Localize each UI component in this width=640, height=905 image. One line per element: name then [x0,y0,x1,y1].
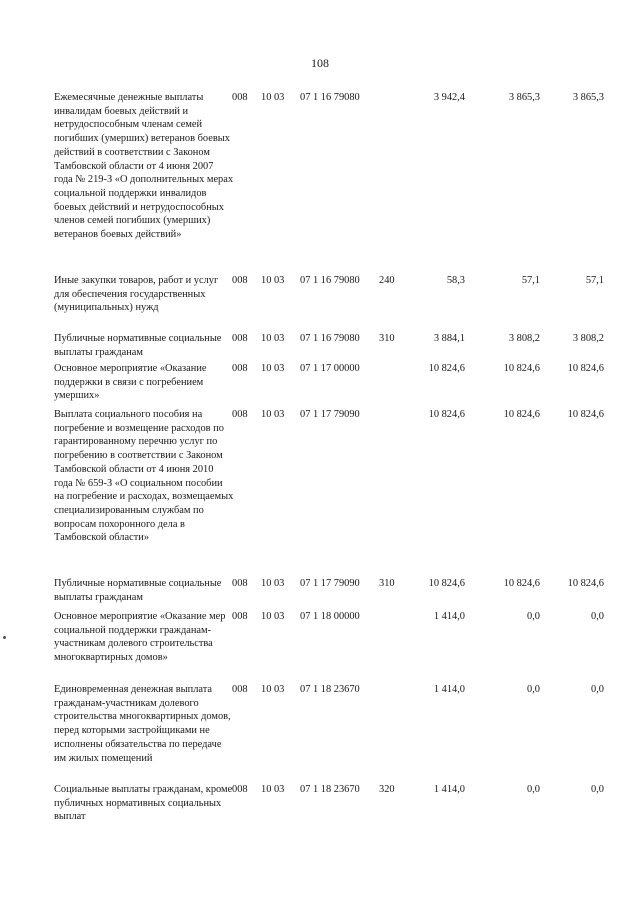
target-article-code: 07 1 17 00000 [300,363,360,374]
row-description: Публичные нормативные социальные выплаты гражданам [54,578,222,603]
row-description: Основное мероприятие «Оказание поддержки в связи с погребением умерших» [54,363,207,402]
amount-year-3: 0,0 [591,784,604,795]
target-article-code: 07 1 17 79090 [300,409,360,420]
amount-year-1: 3 942,4 [433,92,465,103]
margin-mark [3,636,6,639]
expense-type-code: 240 [379,275,395,286]
ministry-code: 008 [232,333,248,344]
amount-year-1: 3 884,1 [433,333,465,344]
expense-type-code: 320 [379,784,395,795]
ministry-code: 008 [232,578,248,589]
ministry-code: 008 [232,363,248,374]
target-article-code: 07 1 18 00000 [300,611,360,622]
amount-year-3: 10 824,6 [567,363,604,374]
amount-year-3: 3 865,3 [572,92,604,103]
target-article-code: 07 1 18 23670 [300,684,360,695]
amount-year-3: 10 824,6 [567,409,604,420]
target-article-code: 07 1 17 79090 [300,578,360,589]
amount-year-2: 10 824,6 [503,578,540,589]
amount-year-1: 10 824,6 [428,409,465,420]
section-code: 10 03 [261,684,285,695]
target-article-code: 07 1 16 79080 [300,333,360,344]
section-code: 10 03 [261,92,285,103]
expense-type-code: 310 [379,578,395,589]
row-description: Социальные выплаты гражданам, кроме публичных нормативных социальных выплат [54,784,233,823]
target-article-code: 07 1 16 79080 [300,275,360,286]
section-code: 10 03 [261,333,285,344]
amount-year-3: 0,0 [591,611,604,622]
section-code: 10 03 [261,275,285,286]
ministry-code: 008 [232,611,248,622]
amount-year-2: 0,0 [527,611,540,622]
row-description: Ежемесячные денежные выплаты инвалидам боевых действий и нетрудоспособным членам семей погибших (умерших) ветеранов боевых действий в соответствии с Законом Тамбовской области от 4 июня 2007 года № 219-З «О дополнительных мерах социальной поддержки инвалидов боевых действий и нетрудоспособных членов семей погибших (умерших) ветеранов боевых действий» [54,92,234,241]
amount-year-2: 10 824,6 [503,409,540,420]
amount-year-2: 3 808,2 [508,333,540,344]
amount-year-1: 1 414,0 [433,684,465,695]
target-article-code: 07 1 16 79080 [300,92,360,103]
amount-year-1: 10 824,6 [428,578,465,589]
section-code: 10 03 [261,363,285,374]
amount-year-2: 0,0 [527,684,540,695]
ministry-code: 008 [232,784,248,795]
row-description: Выплата социального пособия на погребение и возмещение расходов по гарантированному перечню услуг по погребению в соответствии с Законом Тамбовской области от 4 июня 2010 года № 659-З «О социальном пособии на погребение и расходах, возмещаемых специализированным службам по вопросам похоронного дела в Тамбовской области» [54,409,234,544]
amount-year-1: 58,3 [446,275,465,286]
amount-year-3: 3 808,2 [572,333,604,344]
amount-year-1: 1 414,0 [433,784,465,795]
amount-year-3: 0,0 [591,684,604,695]
amount-year-2: 3 865,3 [508,92,540,103]
amount-year-3: 10 824,6 [567,578,604,589]
ministry-code: 008 [232,92,248,103]
ministry-code: 008 [232,275,248,286]
amount-year-2: 10 824,6 [503,363,540,374]
amount-year-2: 57,1 [521,275,540,286]
amount-year-1: 1 414,0 [433,611,465,622]
ministry-code: 008 [232,684,248,695]
row-description: Публичные нормативные социальные выплаты гражданам [54,333,222,358]
amount-year-2: 0,0 [527,784,540,795]
page-number: 108 [311,56,329,70]
row-description: Единовременная денежная выплата гражданам-участникам долевого строительства многоквартирных домов, перед которыми застройщиками не исполнены обязательства по передаче им жилых помещений [54,684,231,764]
section-code: 10 03 [261,784,285,795]
amount-year-1: 10 824,6 [428,363,465,374]
section-code: 10 03 [261,611,285,622]
target-article-code: 07 1 18 23670 [300,784,360,795]
section-code: 10 03 [261,578,285,589]
row-description: Основное мероприятие «Оказание мер социальной поддержки гражданам-участникам долевого строительства многоквартирных домов» [54,611,226,664]
row-description: Иные закупки товаров, работ и услуг для обеспечения государственных (муниципальных) нужд [54,275,219,314]
section-code: 10 03 [261,409,285,420]
amount-year-3: 57,1 [585,275,604,286]
expense-type-code: 310 [379,333,395,344]
ministry-code: 008 [232,409,248,420]
